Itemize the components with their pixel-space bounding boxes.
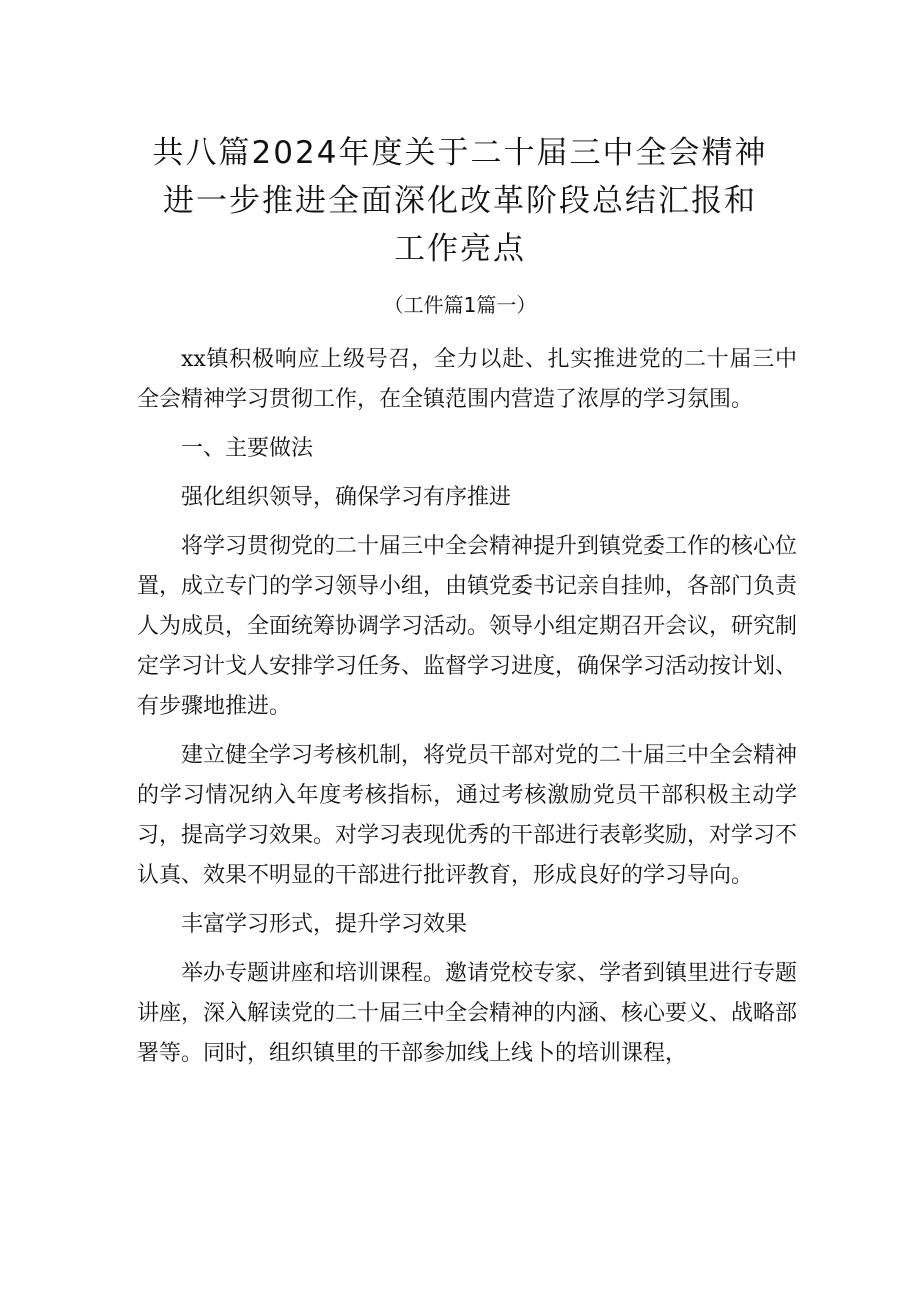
section-heading-main-practices: 一、主要做法 — [181, 436, 314, 461]
paragraph-intro: xx镇积极响应上级号召，全力以赴、扎实推进党的二十届三中全会精神学习贯彻工作，在全镇范围内营造了浓厚的学习氛围。 — [137, 347, 797, 412]
title-line-1: 共八篇2024年度关于二十届三中全会精神 — [152, 134, 768, 171]
title-line-3: 工作亮点 — [394, 230, 526, 267]
document-body — [137, 340, 797, 1083]
paragraph-lectures-training: 举办专题讲座和培训课程。邀请党校专家、学者到镇里进行专题讲座，深入解读党的二十届三中全会精神的内涵、核心要义、战略部署等。同时，组织镇里的干部参加线上线卜的培训课程， — [137, 961, 798, 1066]
paragraph-leadership-group: 将学习贯彻党的二十届三中全会精神提升到镇党委工作的核心位置，成立专门的学习领导小组，由镇党委书记亲自挂帅，各部门负责人为成员，全面统筹协调学习活动。领导小组定期召开会议，研究制定学习计戈人安排学习任务、监督学习进度，确保学习活动按计划、有步骤地推进。 — [137, 534, 798, 719]
title-line-2: 进一步推进全面深化改革阶段总结汇报和 — [163, 182, 757, 219]
document-subtitle: （工件篇1篇一） — [383, 293, 537, 317]
paragraph-assessment-mechanism: 建立健全学习考核机制，将党员干部对党的二十届三中全会精神的学习情况纳入年度考核指标，通过考核激励党员干部积极主动学习，提高学习效果。对学习表现优秀的干部进行表彰奖励，对学习不认真、效果不明显的干部进行批评教育，形成良好的学习导向。 — [137, 743, 798, 888]
subheading-organization: 强化组织领导，确保学习有序推进 — [181, 485, 512, 510]
subheading-learning-forms: 丰富学习形式，提升学习效果 — [181, 912, 468, 937]
document-title — [120, 129, 800, 273]
